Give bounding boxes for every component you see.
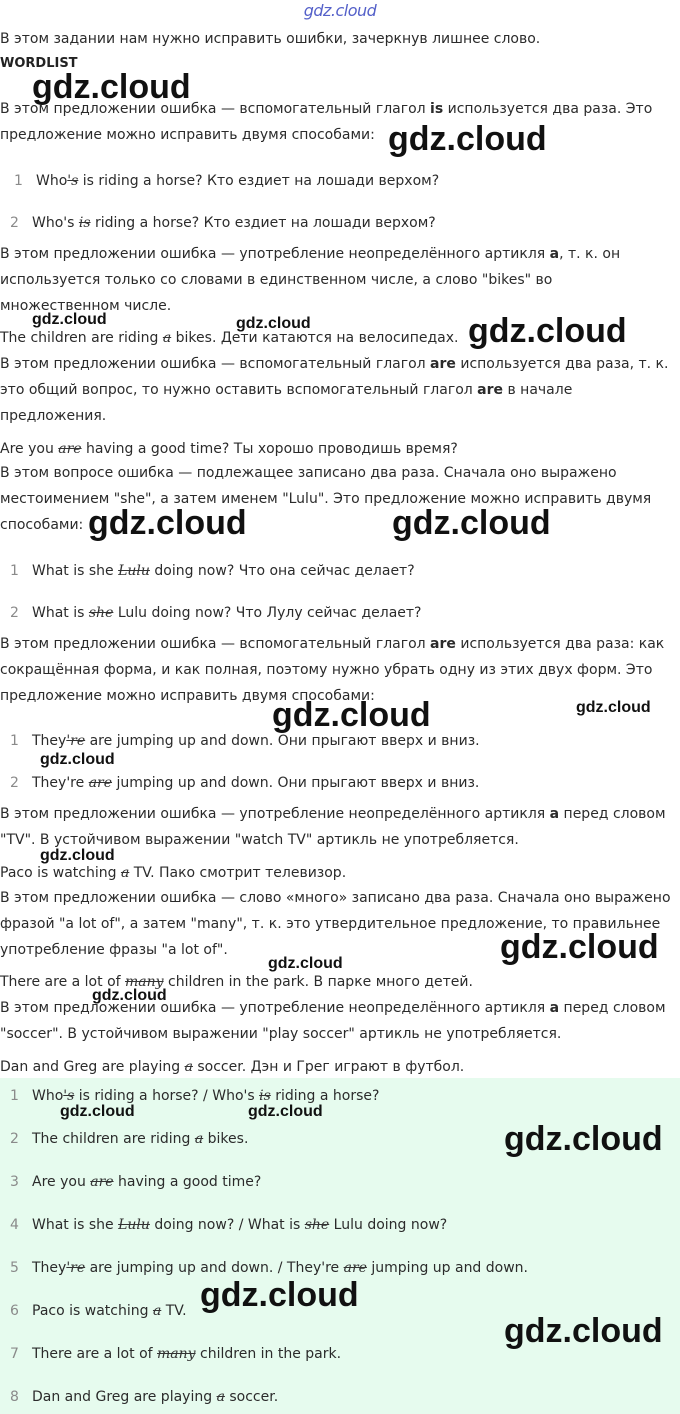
struck-word: many xyxy=(157,1346,196,1362)
watermark: gdz.cloud xyxy=(60,1103,135,1120)
wordlist-label: WORDLIST xyxy=(0,56,78,71)
struck-word: she xyxy=(88,605,114,621)
struck-word: a xyxy=(216,1389,225,1405)
struck-word: a xyxy=(152,1303,162,1319)
struck-word: a xyxy=(194,1131,204,1147)
watermark: gdz.cloud xyxy=(40,751,115,768)
sentence-line: Paco is watching a TV. Пако смотрит телевизор. xyxy=(0,865,347,881)
struck-word: a xyxy=(162,330,172,346)
answer-line: 4 What is she Lulu doing now? / What is she Lulu doing now? xyxy=(10,1217,448,1233)
explanation-5: В этом предложении ошибка — вспомогательный глагол are используется два раза: как сокращённая форма, и как полная, поэтому нужно убрать одну из этих двух форм. Это предложение можно исправить двумя способами: xyxy=(0,636,665,704)
watermark: gdz.cloud xyxy=(200,1276,359,1314)
watermark: gdz.cloud xyxy=(236,315,311,332)
watermark: gdz.cloud xyxy=(504,1312,663,1350)
struck-word: Lulu xyxy=(118,1217,150,1233)
answer-line: 1 Who's is riding a horse? / Who's is riding a horse? xyxy=(10,1088,380,1104)
explanation-2: В этом предложении ошибка — употребление неопределённого артикля a, т. к. он используется только со словами в единственном числе, а слово "bikes" во множественном числе. xyxy=(0,246,621,314)
option-line: 1 What is she Lulu doing now? Что она сейчас делает? xyxy=(10,563,415,579)
option-line: 2 What is she Lulu doing now? Что Лулу сейчас делает? xyxy=(10,605,422,621)
site-logo[interactable]: gdz.cloud xyxy=(303,1,377,20)
sentence-line: The children are riding a bikes. Дети катаются на велосипедах. xyxy=(0,330,459,346)
intro-text: В этом задании нам нужно исправить ошибки, зачеркнув лишнее слово. xyxy=(0,31,541,47)
sentence-line: Dan and Greg are playing a soccer. Дэн и Грег играют в футбол. xyxy=(0,1059,465,1075)
option-line: 1 They're are jumping up and down. Они прыгают вверх и вниз. xyxy=(10,733,480,749)
watermark: gdz.cloud xyxy=(32,68,191,106)
watermark: gdz.cloud xyxy=(248,1103,323,1120)
answer-line: 3 Are you are having a good time? xyxy=(10,1174,262,1190)
answer-line: 2 The children are riding a bikes. xyxy=(10,1131,249,1147)
explanation-1: В этом предложении ошибка — вспомогательный глагол is используется два раза. Это предложение можно исправить двумя способами: xyxy=(0,101,653,143)
watermark: gdz.cloud xyxy=(576,699,651,716)
watermark: gdz.cloud xyxy=(88,504,247,542)
explanation-8: В этом предложении ошибка — употребление неопределённого артикля a перед словом "soccer". В устойчивом выражении "play soccer" артикль не употребляется. xyxy=(0,1000,666,1042)
explanation-3: В этом предложении ошибка — вспомогательный глагол are используется два раза, т. к. это общий вопрос, то нужно оставить вспомогательный глагол are в начале предложения. xyxy=(0,356,669,424)
watermark: gdz.cloud xyxy=(504,1120,663,1158)
watermark: gdz.cloud xyxy=(388,120,547,158)
struck-word: Lulu xyxy=(118,563,150,579)
struck-word: 're xyxy=(66,1260,86,1276)
watermark: gdz.cloud xyxy=(92,987,167,1004)
watermark: gdz.cloud xyxy=(500,928,659,966)
watermark: gdz.cloud xyxy=(32,311,107,328)
struck-word: 's xyxy=(63,1088,75,1104)
struck-word: is xyxy=(259,1088,271,1104)
struck-word: are xyxy=(88,775,113,791)
watermark: gdz.cloud xyxy=(268,955,343,972)
struck-word: are xyxy=(90,1174,114,1190)
explanation-4: В этом вопросе ошибка — подлежащее записано два раза. Сначала оно выражено местоимением "she", а затем именем "Lulu". Это предложение можно исправить двумя способами: xyxy=(0,465,652,533)
watermark: gdz.cloud xyxy=(392,504,551,542)
option-line: 2 They're are jumping up and down. Они прыгают вверх и вниз. xyxy=(10,775,480,791)
watermark: gdz.cloud xyxy=(40,847,115,864)
struck-word: are xyxy=(58,441,82,457)
watermark: gdz.cloud xyxy=(468,312,627,350)
answer-line: 6 Paco is watching a TV. xyxy=(10,1303,187,1319)
struck-word: a xyxy=(184,1059,193,1075)
option-line: 1 Who's is riding a horse? Кто ездиет на лошади верхом? xyxy=(14,173,440,189)
sentence-line: There are a lot of many children in the park. В парке много детей. xyxy=(0,974,473,990)
struck-word: many xyxy=(125,974,164,990)
watermark: gdz.cloud xyxy=(272,696,431,734)
struck-word: she xyxy=(304,1217,330,1233)
sentence-line: Are you are having a good time? Ты хорошо проводишь время? xyxy=(0,441,458,457)
explanation-6: В этом предложении ошибка — употребление неопределённого артикля a перед словом "TV". В устойчивом выражении "watch TV" артикль не употребляется. xyxy=(0,806,666,848)
struck-word: is xyxy=(78,215,91,231)
struck-word: 're xyxy=(66,733,86,749)
answer-line: 7 There are a lot of many children in the park. xyxy=(10,1346,342,1362)
answer-line: 5 They're are jumping up and down. / They're are jumping up and down. xyxy=(10,1260,528,1276)
answer-line: 8 Dan and Greg are playing a soccer. xyxy=(10,1389,279,1405)
struck-word: 's xyxy=(67,173,79,189)
option-line: 2 Who's is riding a horse? Кто ездиет на лошади верхом? xyxy=(10,215,436,231)
explanation-7: В этом предложении ошибка — слово «много» записано два раза. Сначала оно выражено фразой "a lot of", а затем "many", т. к. это утвердительное предложение, то правильнее употребление фразы "a lot of". xyxy=(0,890,671,958)
struck-word: are xyxy=(343,1260,367,1276)
struck-word: a xyxy=(120,865,130,881)
